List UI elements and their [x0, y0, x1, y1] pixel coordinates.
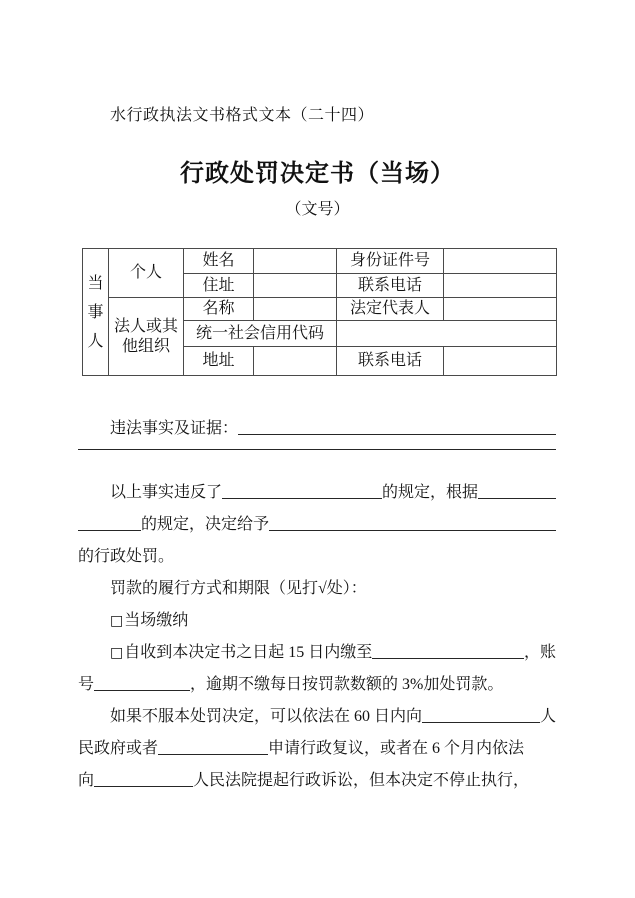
legal-rep-input-cell[interactable]	[444, 298, 557, 321]
account-prefix: 号	[78, 676, 95, 693]
document-body	[78, 413, 556, 797]
lawsuit-line	[78, 765, 556, 797]
violation-mid: 的规定，根据	[382, 484, 479, 501]
lawsuit-suffix: 人民法院提起行政诉讼，但本决定不停止执行，	[193, 772, 530, 789]
onsite-payment-option-line	[78, 605, 556, 637]
org-name-input-cell[interactable]	[254, 298, 337, 321]
id-number-input-cell[interactable]	[444, 249, 557, 274]
credit-code-label: 统一社会信用代码	[184, 321, 337, 347]
lawsuit-prefix: 向	[78, 772, 95, 789]
government-name-blank[interactable]	[422, 720, 540, 723]
residence-input-cell[interactable]	[254, 274, 337, 298]
court-name-blank[interactable]	[94, 784, 193, 787]
onsite-payment-label: 当场缴纳	[124, 612, 189, 629]
payment-heading: 罚款的履行方式和期限（见打√处）：	[110, 580, 367, 597]
facts-label: 违法事实及证据：	[110, 420, 239, 437]
party-info-table	[82, 248, 557, 376]
bank-payment-option-line	[78, 637, 556, 669]
party-char: 当	[87, 274, 104, 292]
phone-label: 联系电话	[337, 274, 444, 298]
basis-blank[interactable]	[478, 496, 556, 499]
penalty-suffix: 的行政处罚。	[78, 548, 175, 565]
org-phone-input-cell[interactable]	[444, 347, 557, 376]
appeal2-prefix: 民政府或者	[78, 740, 159, 757]
basis-line	[78, 509, 556, 541]
onsite-payment-checkbox[interactable]: □	[110, 613, 124, 629]
facts-continuation-line	[78, 445, 556, 477]
org-phone-label: 联系电话	[337, 347, 444, 376]
individual-header-cell: 个人	[109, 249, 184, 298]
legal-rep-label: 法定代表人	[337, 298, 444, 321]
bank-payment-prefix: 自收到本决定书之日起 15 日内缴至	[124, 644, 373, 661]
appeal-line	[78, 701, 556, 733]
party-header-cell	[83, 249, 109, 376]
appeal-suffix: 人	[539, 708, 556, 725]
name-input-cell[interactable]	[254, 249, 337, 274]
penalty-blank[interactable]	[269, 528, 556, 531]
review-organ-blank[interactable]	[158, 752, 268, 755]
account-line	[78, 669, 556, 701]
residence-label: 住址	[184, 274, 254, 298]
bank-name-blank[interactable]	[372, 656, 524, 659]
org-name-label: 名称	[184, 298, 254, 321]
organization-header-cell: 法人或其他组织	[109, 298, 184, 376]
account-suffix: ，逾期不缴每日按罚款数额的 3%加处罚款。	[190, 676, 504, 693]
appeal-continuation-line	[78, 733, 556, 765]
party-char: 事	[87, 303, 104, 321]
violation-line	[78, 477, 556, 509]
credit-code-input-cell[interactable]	[337, 321, 557, 347]
facts-blank-2[interactable]	[78, 447, 556, 450]
facts-blank[interactable]	[238, 432, 556, 435]
penalty-suffix-line	[78, 541, 556, 573]
doc-number-label: （文号）	[285, 201, 350, 218]
basis-mid: 的规定，决定给予	[141, 516, 270, 533]
appeal2-suffix: 申请行政复议，或者在 6 个月内依法	[268, 740, 525, 757]
page-title: 行政处罚决定书（当场）	[180, 160, 455, 187]
violation-prefix: 以上事实违反了	[110, 484, 223, 501]
org-address-input-cell[interactable]	[254, 347, 337, 376]
payment-heading-line	[78, 573, 556, 605]
violated-regulation-blank[interactable]	[222, 496, 382, 499]
id-number-label: 身份证件号	[337, 249, 444, 274]
org-address-label: 地址	[184, 347, 254, 376]
doc-type-label: 水行政执法文书格式文本（二十四）	[110, 107, 375, 124]
basis-blank-2[interactable]	[78, 528, 141, 531]
party-char: 人	[87, 332, 104, 350]
account-number-blank[interactable]	[94, 688, 190, 691]
bank-payment-checkbox[interactable]: □	[110, 645, 124, 661]
appeal-prefix: 如果不服本处罚决定，可以依法在 60 日内向	[110, 708, 423, 725]
name-label: 姓名	[184, 249, 254, 274]
phone-input-cell[interactable]	[444, 274, 557, 298]
bank-payment-suffix: ，账	[523, 644, 556, 661]
facts-line	[78, 413, 556, 445]
